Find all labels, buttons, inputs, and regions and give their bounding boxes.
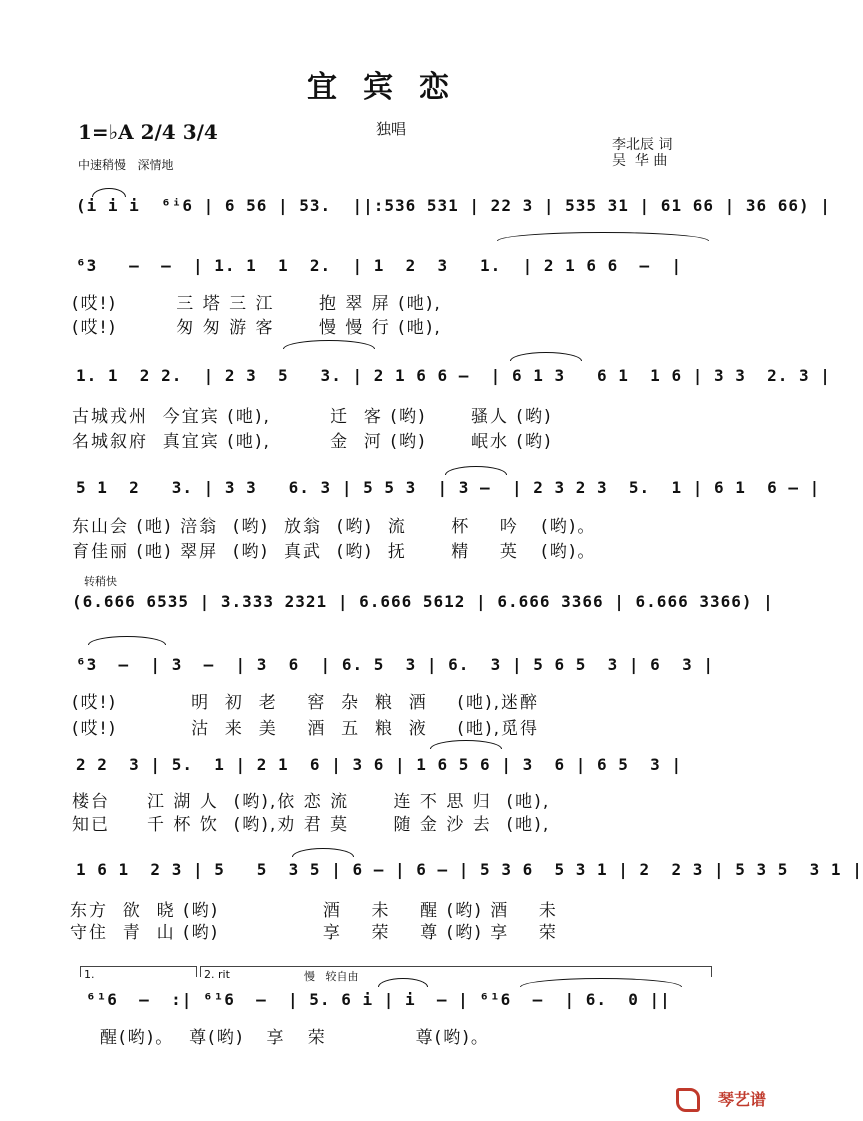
slur <box>92 188 126 197</box>
notation-line-1: (i i i ⁶ⁱ6 | 6 56 | 53. ||:536 531 | 22 3 | 535 31 | 61 66 | 36 66) | <box>76 196 831 215</box>
performance-type: 独唱 <box>375 120 406 138</box>
logo-icon <box>676 1088 700 1112</box>
lyrics-line-2b: (哎!) 匆 匆 游 客 慢 慢 行 (吔), <box>72 318 442 338</box>
slur <box>510 352 582 361</box>
slur <box>520 978 682 987</box>
notation-line-3: 1. 1 2 2. | 2 3 5 3. | 2 1 6 6 – | 6 1 3 6 1 1 6 | 3 3 2. 3 | <box>76 366 831 385</box>
lyrics-line-3b: 名城叙府 真宜宾 (吔), 金 河 (哟) 岷水 (哟) <box>72 432 553 452</box>
lyrics-line-8a: 东方 欲 晓 (哟) 酒 未 醒 (哟) 酒 未 <box>70 901 558 921</box>
tempo-change: 转稍快 <box>84 575 117 588</box>
volta-bracket-1 <box>80 966 197 977</box>
lyrics-line-2a: (哎!) 三 塔 三 江 抱 翠 屏 (吔), <box>72 294 442 314</box>
notation-line-9: ⁶¹6 – :| ⁶¹6 – | 5. 6 i | i – | ⁶¹6 – | 6. 0 || <box>86 990 671 1009</box>
notation-line-5: (6.666 6535 | 3.333 2321 | 6.666 5612 | 6.666 3366 | 6.666 3366) | <box>72 592 774 611</box>
lyricist-credit: 李北辰 词 <box>612 137 673 153</box>
notation-line-6: ⁶3 – | 3 – | 3 6 | 6. 5 3 | 6. 3 | 5 6 5 3 | 6 3 | <box>76 655 714 674</box>
slur <box>430 740 502 749</box>
lyrics-line-4a: 东山会 (吔) 涪翁 (哟) 放翁 (哟) 流 杯 吟 (哟)。 <box>72 517 597 537</box>
notation-line-4: 5 1 2 3. | 3 3 6. 3 | 5 5 3 | 3 – | 2 3 2 3 5. 1 | 6 1 6 – | <box>76 478 821 497</box>
slur <box>445 466 507 475</box>
slur <box>88 636 166 645</box>
notation-line-7: 2 2 3 | 5. 1 | 2 1 6 | 3 6 | 1 6 5 6 | 3 6 | 6 5 3 | <box>76 755 683 774</box>
page-title: 宜宾恋 <box>307 70 475 105</box>
tempo-marking: 中速稍慢 深情地 <box>78 158 174 172</box>
lyrics-line-3a: 古城戎州 今宜宾 (吔), 迁 客 (哟) 骚人 (哟) <box>72 407 553 427</box>
tempo-end-marking: 慢 较自由 <box>304 970 359 983</box>
slur <box>378 978 428 987</box>
lyrics-line-9: 醒(哟)。 尊(哟) 享 荣 尊(哟)。 <box>100 1028 490 1048</box>
volta-label-2: 2. rit <box>204 968 230 981</box>
slur <box>497 232 709 241</box>
lyrics-line-6a: (哎!) 明 初 老 窖 杂 粮 酒 (吔),迷醉 <box>72 693 540 713</box>
lyrics-line-4b: 育佳丽 (吔) 翠屏 (哟) 真武 (哟) 抚 精 英 (哟)。 <box>72 542 597 562</box>
slur <box>283 340 375 349</box>
notation-line-8: 1 6 1 2 3 | 5 5 3 5 | 6 – | 6 – | 5 3 6 5 3 1 | 2 2 3 | 5 3 5 3 1 | <box>76 860 863 879</box>
composer-credit: 吴 华 曲 <box>612 153 668 169</box>
lyrics-line-6b: (哎!) 沽 来 美 酒 五 粮 液 (吔),觅得 <box>72 719 540 739</box>
volta-bracket-2 <box>200 966 712 977</box>
slur <box>292 848 354 857</box>
lyrics-line-8b: 守住 青 山 (哟) 享 荣 尊 (哟) 享 荣 <box>70 923 558 943</box>
site-logo[interactable]: 琴艺谱 <box>717 1090 766 1109</box>
lyrics-line-7b: 知已 千 杯 饮 (哟),劝 君 莫 随 金 沙 去 (吔), <box>72 815 551 835</box>
lyrics-line-7a: 楼台 江 湖 人 (哟),依 恋 流 连 不 思 归 (吔), <box>72 792 551 812</box>
key-signature: 1=♭A 2/4 3/4 <box>78 120 218 144</box>
notation-line-2: ⁶3 – – | 1. 1 1 2. | 1 2 3 1. | 2 1 6 6 – | <box>76 256 683 275</box>
volta-label-1: 1. <box>84 968 95 981</box>
